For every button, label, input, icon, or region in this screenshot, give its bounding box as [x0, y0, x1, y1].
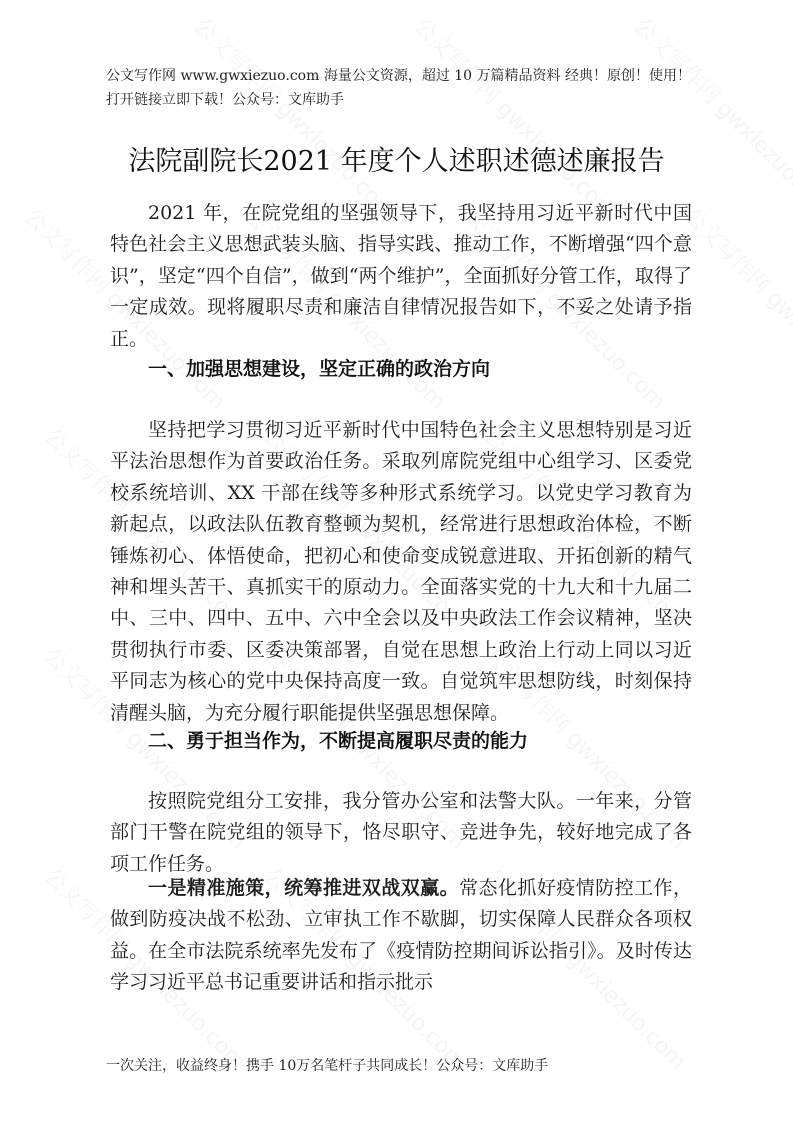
document-title: 法院副院长2021 年度个人述职述德述廉报告 — [128, 146, 665, 177]
watermark — [188, 10, 404, 226]
section-2-heading: 二、勇于担当作为，不断提高履职尽责的能力 — [148, 730, 529, 752]
header-note: 公文写作网 www.gwxiezuo.com 海量公文资源，超过 10 万篇精品资料 经典！原创！使用！打开链接立即下载！公众号：文库助手 — [106, 68, 691, 108]
footer-note: 一次关注，收益终身！携手 10万名笔杆子共同成长！公众号：文库助手 — [106, 1058, 549, 1074]
watermark — [678, 200, 793, 416]
section-2-paragraph: 按照院党组分工安排，我分管办公室和法警大队。一年来，分管部门干警在院党组的领导下，恪尽职守、竞进争先，较好地完成了各项工作任务。 — [110, 790, 692, 875]
section-2-point-1-lead: 一是精准施策，统筹推进双战双赢。 — [148, 877, 460, 899]
intro-paragraph: 2021 年，在院党组的坚强领导下，我坚持用习近平新时代中国特色社会主义思想武装头脑、指导实践、推动工作，不断增强“四个意识”，坚定“四个自信”，做到“两个维护”，全面抓好分管工作，取得了一定成效。现将履职尽责和廉洁自律情况报告如下，不妥之处请予指正。 — [110, 202, 692, 350]
section-2-point-1-paragraph — [110, 873, 692, 999]
section-1-heading: 一、加强思想建设，坚定正确的政治方向 — [148, 358, 491, 380]
section-1-paragraph: 坚持把学习贯彻习近平新时代中国特色社会主义思想特别是习近平法治思想作为首要政治任务。采取列席院党组中心组学习、区委党校系统培训、XX 干部在线等多种形式系统学习。以党史学习教育为新起点，以政法队伍教育整顿为契机，经常进行思想政治体检，不断锤炼初心、体悟使命，把初心和使命变成锐意进取、开拓创新的精气神和埋头苦干、真抓实干的原动力。全面落实党的十九大和十九届二中、三中、四中、五中、六中全会以及中央政法工作会议精神，坚决贯彻执行市委、区委决策部署，自觉在思想上政治上行动上同以习近平同志为核心的党中央保持高度一致。自觉筑牢思想防线，时刻保持清醒头脑，为充分履行职能提供坚强思想保障。 — [110, 419, 692, 724]
watermark — [628, 10, 793, 226]
watermark — [408, 10, 624, 226]
section-2-point-1-text: 常态化抓好疫情防控工作，做到防疫决战不松劲、立审执工作不歇脚，切实保障人民群众各项权益。在全市法院系统率先发布了《疫情防控期间诉讼指引》。及时传达学习习近平总书记重要讲话和指示批示 — [110, 877, 692, 994]
